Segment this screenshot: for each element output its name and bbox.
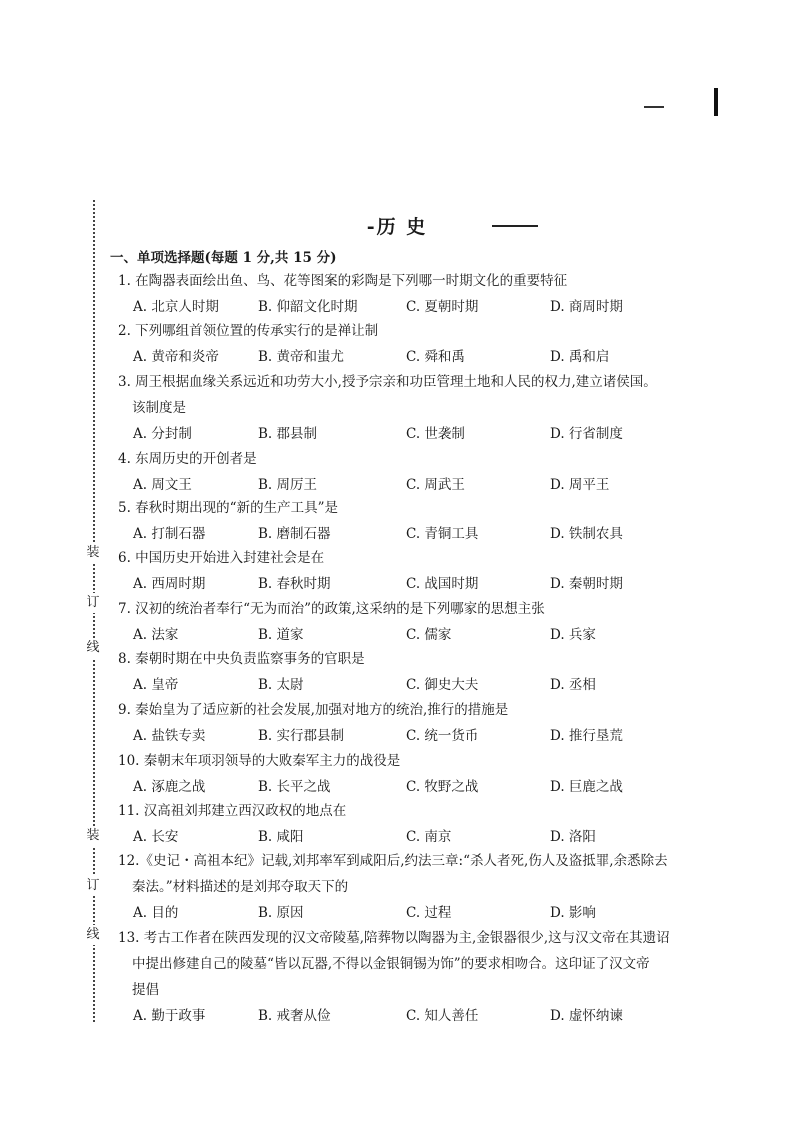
binding-char: 订 bbox=[83, 876, 103, 896]
options-row bbox=[118, 1003, 738, 1029]
question-13 bbox=[118, 925, 738, 1029]
title-text: 历 史 bbox=[376, 216, 428, 238]
question-9 bbox=[118, 697, 738, 749]
binding-char: 订 bbox=[83, 593, 103, 613]
option-b: B. 实行郡县制 bbox=[258, 728, 345, 744]
options-row bbox=[118, 521, 738, 547]
question-stem: 11. 汉高祖刘邦建立西汉政权的地点在 bbox=[118, 803, 347, 819]
option-b: B. 咸阳 bbox=[258, 829, 304, 845]
option-c: C. 知人善任 bbox=[406, 1008, 479, 1024]
option-d: D. 丞相 bbox=[550, 677, 596, 693]
option-a: A. 北京人时期 bbox=[133, 299, 219, 315]
option-d: D. 周平王 bbox=[550, 477, 610, 493]
option-c: C. 青铜工具 bbox=[406, 526, 479, 542]
options-row bbox=[118, 900, 738, 926]
options-row bbox=[118, 824, 738, 850]
question-stem: 6. 中国历史开始进入封建社会是在 bbox=[118, 550, 325, 566]
scan-mark-bar bbox=[714, 88, 718, 116]
question-10 bbox=[118, 748, 738, 800]
options-row bbox=[118, 294, 738, 320]
option-a: A. 盐铁专卖 bbox=[133, 728, 206, 744]
question-6 bbox=[118, 545, 738, 597]
option-a: A. 皇帝 bbox=[133, 677, 179, 693]
question-stem: 13. 考古工作者在陕西发现的汉文帝陵墓,陪葬物以陶器为主,金银器很少,这与汉文帝在其遗诏 bbox=[118, 930, 670, 946]
options-row bbox=[118, 571, 738, 597]
option-b: B. 郡县制 bbox=[258, 426, 318, 442]
question-1 bbox=[118, 268, 738, 320]
option-b: B. 周厉王 bbox=[258, 477, 318, 493]
question-stem: 9. 秦始皇为了适应新的社会发展,加强对地方的统治,推行的措施是 bbox=[118, 702, 509, 718]
option-d: D. 秦朝时期 bbox=[550, 576, 623, 592]
question-7 bbox=[118, 596, 738, 648]
option-d: D. 兵家 bbox=[550, 627, 596, 643]
title-prefix: - bbox=[366, 216, 377, 238]
option-b: B. 黄帝和蚩尤 bbox=[258, 349, 345, 365]
option-d: D. 影响 bbox=[550, 905, 596, 921]
option-d: D. 铁制农具 bbox=[550, 526, 623, 542]
question-2 bbox=[118, 318, 738, 370]
option-d: D. 行省制度 bbox=[550, 426, 623, 442]
option-b: B. 原因 bbox=[258, 905, 304, 921]
question-stem: 5. 春秋时期出现的“新的生产工具”是 bbox=[118, 500, 338, 516]
question-11 bbox=[118, 798, 738, 850]
options-row bbox=[118, 774, 738, 800]
options-row bbox=[118, 723, 738, 749]
question-5 bbox=[118, 495, 738, 547]
binding-char: 装 bbox=[83, 826, 103, 846]
options-row bbox=[118, 344, 738, 370]
option-b: B. 道家 bbox=[258, 627, 304, 643]
option-d: D. 巨鹿之战 bbox=[550, 779, 623, 795]
option-a: A. 长安 bbox=[133, 829, 179, 845]
question-stem: 中提出修建自己的陵墓“皆以瓦器,不得以金银铜锡为饰”的要求相吻合。这印证了汉文帝 bbox=[132, 956, 650, 972]
option-c: C. 过程 bbox=[406, 905, 452, 921]
options-row bbox=[118, 622, 738, 648]
question-stem: 4. 东周历史的开创者是 bbox=[118, 451, 257, 467]
option-c: C. 牧野之战 bbox=[406, 779, 479, 795]
binding-char: 线 bbox=[83, 925, 103, 945]
option-c: C. 世袭制 bbox=[406, 426, 465, 442]
question-stem: 12.《史记・高祖本纪》记载,刘邦率军到咸阳后,约法三章:“杀人者死,伤人及盗抵罪,余悉除去 bbox=[118, 853, 668, 869]
option-d: D. 虚怀纳谏 bbox=[550, 1008, 623, 1024]
option-c: C. 周武王 bbox=[406, 477, 465, 493]
question-8 bbox=[118, 646, 738, 698]
question-stem: 7. 汉初的统治者奉行“无为而治”的政策,这采纳的是下列哪家的思想主张 bbox=[118, 601, 545, 617]
option-a: A. 分封制 bbox=[133, 426, 192, 442]
question-stem: 该制度是 bbox=[132, 400, 186, 416]
option-a: A. 黄帝和炎帝 bbox=[133, 349, 219, 365]
option-c: C. 统一货币 bbox=[406, 728, 479, 744]
question-stem: 10. 秦朝末年项羽领导的大败秦军主力的战役是 bbox=[118, 753, 401, 769]
option-a: A. 涿鹿之战 bbox=[133, 779, 206, 795]
binding-char: 线 bbox=[83, 638, 103, 658]
options-row bbox=[118, 421, 738, 447]
question-12 bbox=[118, 848, 738, 926]
option-a: A. 目的 bbox=[133, 905, 179, 921]
option-b: B. 长平之战 bbox=[258, 779, 331, 795]
option-b: B. 春秋时期 bbox=[258, 576, 331, 592]
option-b: B. 太尉 bbox=[258, 677, 304, 693]
option-c: C. 儒家 bbox=[406, 627, 452, 643]
option-c: C. 战国时期 bbox=[406, 576, 479, 592]
page-title bbox=[0, 212, 794, 239]
option-a: A. 打制石器 bbox=[133, 526, 206, 542]
option-d: D. 商周时期 bbox=[550, 299, 623, 315]
binding-char: 装 bbox=[83, 543, 103, 563]
option-c: C. 御史大夫 bbox=[406, 677, 479, 693]
question-stem: 8. 秦朝时期在中央负责监察事务的官职是 bbox=[118, 651, 365, 667]
question-stem: 提倡 bbox=[132, 982, 159, 998]
option-c: C. 南京 bbox=[406, 829, 452, 845]
option-d: D. 禹和启 bbox=[550, 349, 610, 365]
question-4 bbox=[118, 446, 738, 498]
question-stem: 2. 下列哪组首领位置的传承实行的是禅让制 bbox=[118, 323, 379, 339]
question-stem: 秦法。”材料描述的是刘邦夺取天下的 bbox=[132, 879, 349, 895]
question-3 bbox=[118, 369, 738, 447]
scan-mark-dash bbox=[644, 106, 664, 108]
option-c: C. 夏朝时期 bbox=[406, 299, 479, 315]
option-a: A. 法家 bbox=[133, 627, 179, 643]
question-stem: 1. 在陶器表面绘出鱼、鸟、花等图案的彩陶是下列哪一时期文化的重要特征 bbox=[118, 273, 568, 289]
option-a: A. 勤于政事 bbox=[133, 1008, 206, 1024]
option-b: B. 戒奢从俭 bbox=[258, 1008, 331, 1024]
title-underline bbox=[492, 225, 538, 227]
option-b: B. 仰韶文化时期 bbox=[258, 299, 358, 315]
option-b: B. 磨制石器 bbox=[258, 526, 331, 542]
section-heading: 一、单项选择题(每题 1 分,共 15 分) bbox=[110, 250, 337, 266]
option-d: D. 洛阳 bbox=[550, 829, 596, 845]
option-a: A. 西周时期 bbox=[133, 576, 206, 592]
option-c: C. 舜和禹 bbox=[406, 349, 465, 365]
option-a: A. 周文王 bbox=[133, 477, 192, 493]
options-row bbox=[118, 672, 738, 698]
option-d: D. 推行垦荒 bbox=[550, 728, 623, 744]
question-stem: 3. 周王根据血缘关系远近和功劳大小,授予宗亲和功臣管理土地和人民的权力,建立诸侯国。 bbox=[118, 374, 657, 390]
